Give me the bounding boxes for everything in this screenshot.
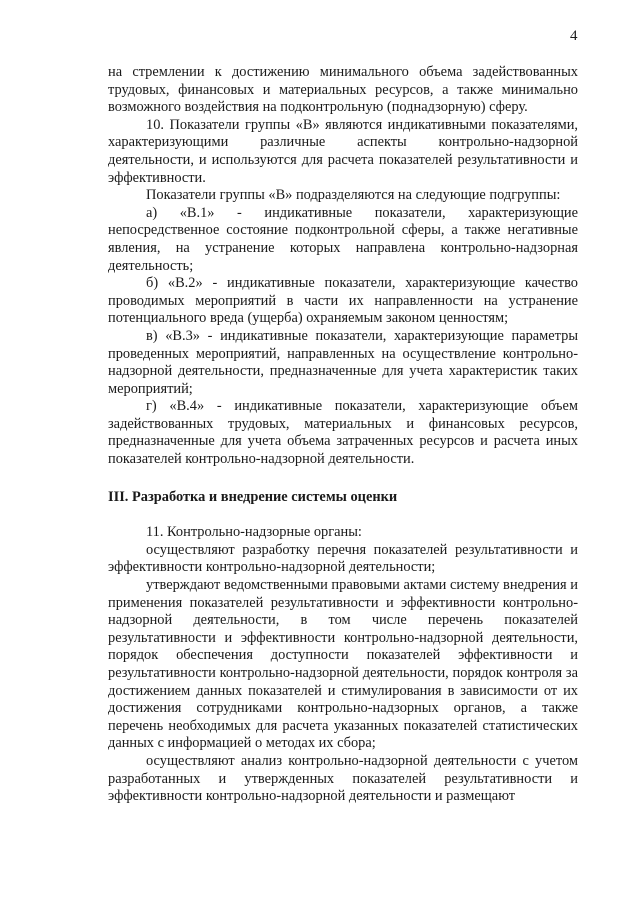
paragraph-item-10: 10. Показатели группы «В» являются индикативными показателями, характеризующими различные аспекты контрольно-надзорной деятельности, и используются для расчета показателей результативности и эффективности. (108, 116, 578, 186)
subgroup-b1: а) «В.1» - индикативные показатели, характеризующие непосредственное состояние подконтрольной сферы, а также негативные явления, на устранение которых направлена контрольно-надзорная деятельность; (108, 204, 578, 274)
section-heading: III. Разработка и внедрение системы оценки (108, 488, 398, 505)
paragraph-continuation: на стремлении к достижению минимального объема задействованных трудовых, финансовых и материальных ресурсов, а также минимально возможного воздействия на подконтрольную (поднадзорную) сферу. (108, 64, 578, 116)
page-number: 4 (570, 28, 578, 44)
paragraph-item-11: 11. Контрольно-надзорные органы: (146, 524, 362, 541)
paragraph-analyze: осуществляют анализ контрольно-надзорной деятельности с учетом разработанных и утвержденных показателей результативности и эффективности контрольно-надзорной деятельности и размещают (108, 752, 578, 805)
paragraph-approve-system: утверждают ведомственными правовыми актами систему внедрения и применения показателей результативности и эффективности контрольно-надзорной деятельности, в том числе перечень показателей результативности и эффективности контрольно-надзорной деятельности, порядок обеспечения доступности показателей эффективности и результативности контрольно-надзорной деятельности, порядок контроля за достижением данных показателей и стимулирования в зависимости от их достижения сотрудниками контрольно-надзорных органов, а также перечень необходимых для расчета указанных показателей статистических данных с информацией о методах их сбора; (108, 577, 578, 752)
paragraph-subgroups-intro: Показатели группы «В» подразделяются на следующие подгруппы: (146, 187, 561, 204)
subgroup-b4: г) «В.4» - индикативные показатели, характеризующие объем задействованных трудовых, материальных и финансовых ресурсов, предназначенные для учета объема затраченных ресурсов и расчета иных показателей контрольно-надзорной деятельности. (108, 398, 578, 468)
paragraph-develop-list: осуществляют разработку перечня показателей результативности и эффективности контрольно-надзорной деятельности; (108, 541, 578, 576)
document-body (108, 64, 578, 806)
subgroup-b2: б) «В.2» - индикативные показатели, характеризующие качество проводимых мероприятий в части их направленности на устранение потенциального вреда (ущерба) охраняемым законом ценностям; (108, 275, 578, 327)
subgroup-b3: в) «В.3» - индикативные показатели, характеризующие параметры проведенных мероприятий, направленных на осуществление контрольно-надзорной деятельности, предназначенные для учета характеристик таких мероприятий; (108, 327, 578, 397)
